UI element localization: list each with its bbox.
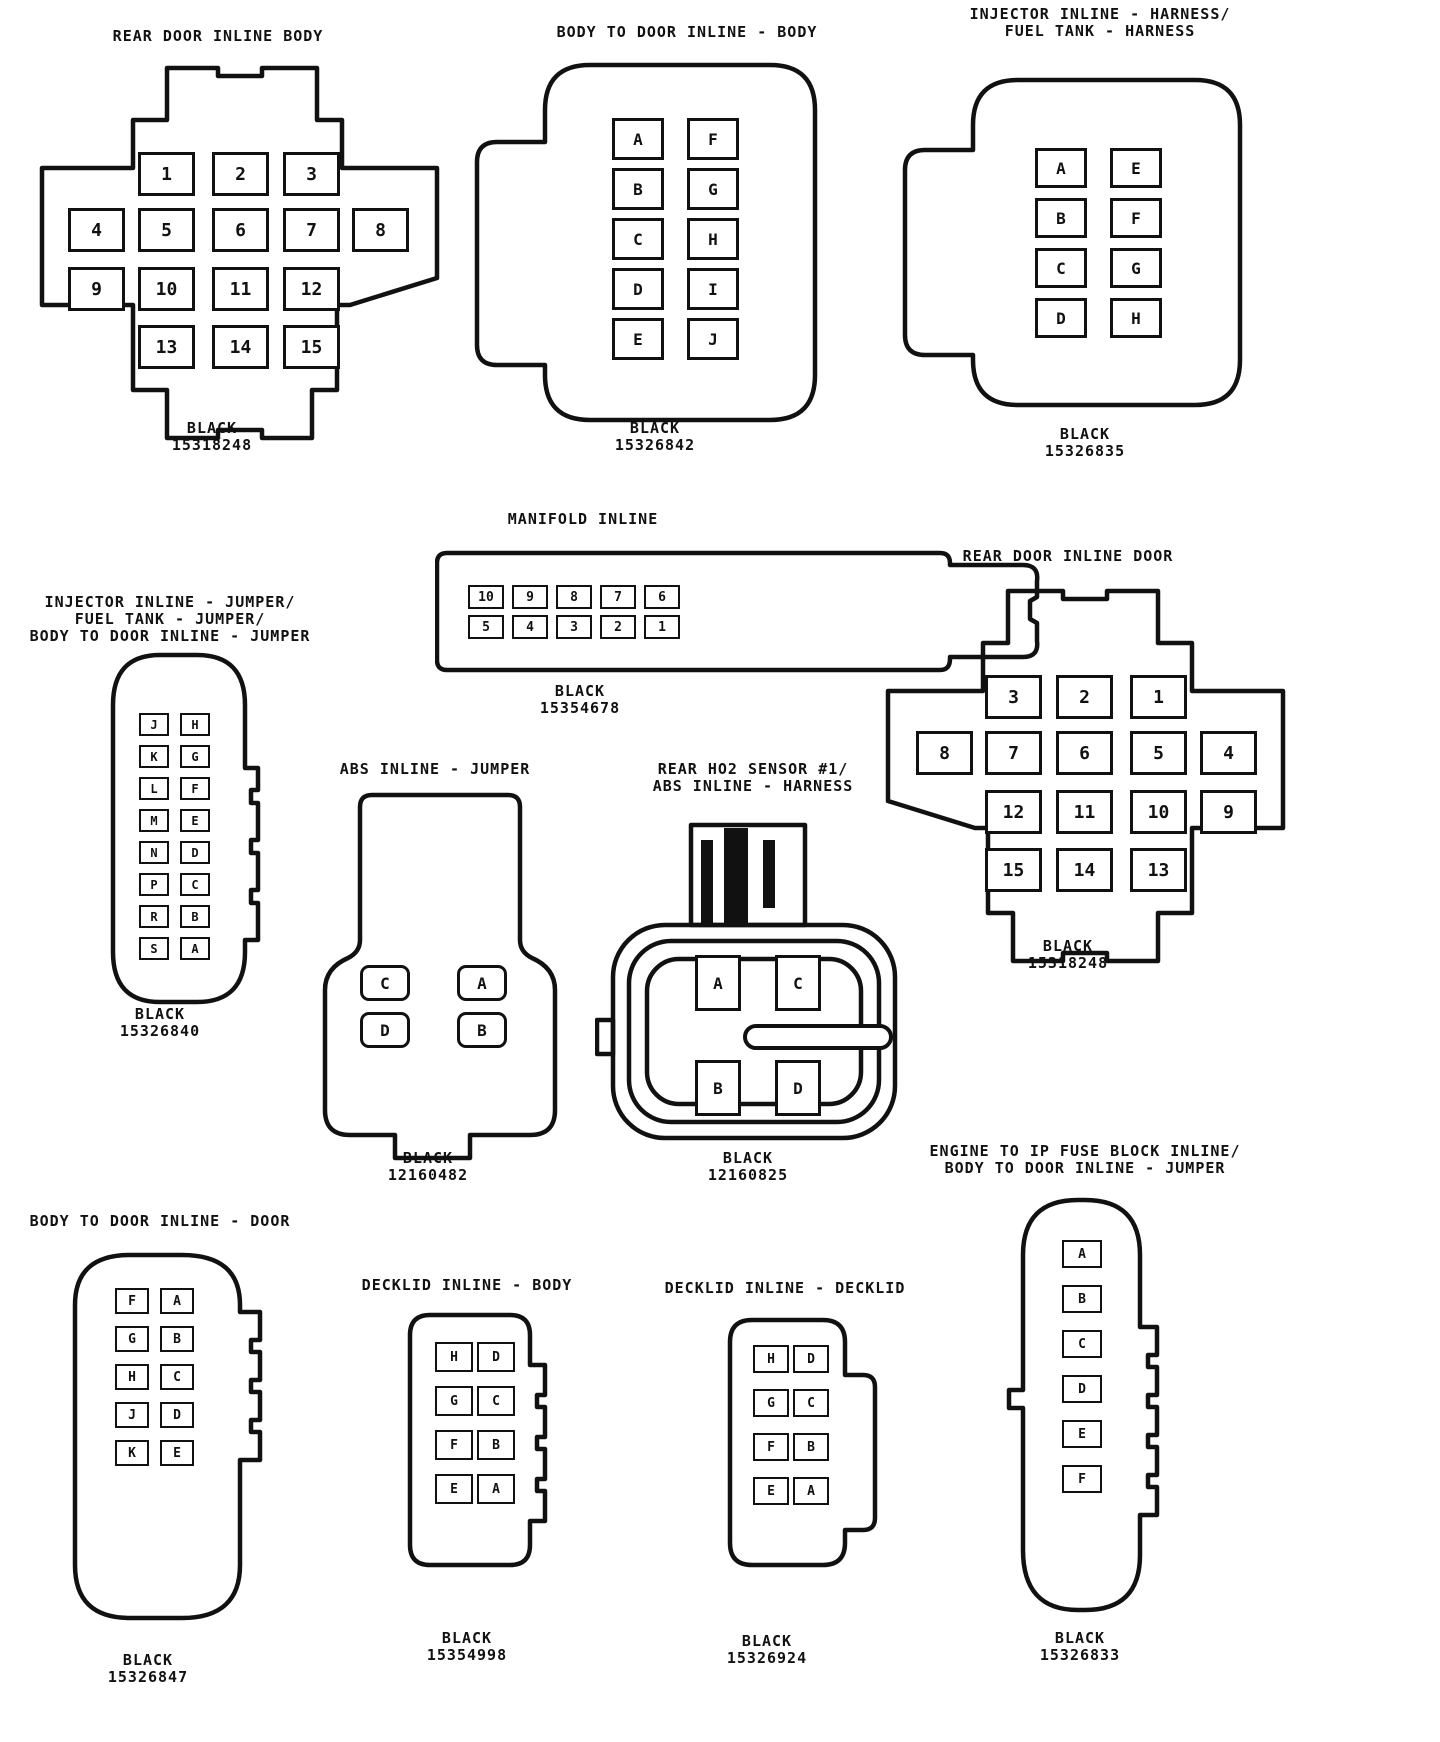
connector-color: BLACK	[122, 1651, 174, 1669]
pin-cavity: B	[695, 1060, 741, 1116]
pin-cavity: B	[1062, 1285, 1102, 1313]
pin-cavity: 14	[212, 325, 269, 369]
pin-cavity: 9	[68, 267, 125, 311]
pin-cavity: H	[115, 1364, 149, 1390]
connector-part-number: 15318248	[1027, 954, 1109, 972]
pin-cavity: B	[612, 168, 664, 210]
pin-cavity: J	[687, 318, 739, 360]
pin-cavity: F	[1062, 1465, 1102, 1493]
pin-cavity: B	[180, 905, 210, 928]
pin-cavity: F	[115, 1288, 149, 1314]
pin-cavity: F	[687, 118, 739, 160]
pin-cavity: D	[612, 268, 664, 310]
pin-cavity: A	[695, 955, 741, 1011]
pin-cavity: A	[793, 1477, 829, 1505]
pin-cavity: B	[477, 1430, 515, 1460]
pin-cavity: 13	[138, 325, 195, 369]
pin-cavity: G	[753, 1389, 789, 1417]
part-label	[980, 1630, 1180, 1664]
pin-cavity: D	[477, 1342, 515, 1372]
pin-cavity: 9	[1200, 790, 1257, 834]
pin-cavity: A	[1035, 148, 1087, 188]
pin-cavity: 2	[1056, 675, 1113, 719]
pin-cavity: 13	[1130, 848, 1187, 892]
pin-cavity: 3	[985, 675, 1042, 719]
pin-cavity: 11	[1056, 790, 1113, 834]
connector-part-number: 12160482	[387, 1166, 469, 1184]
pin-cavity: 8	[352, 208, 409, 252]
pin-cavity: 6	[644, 585, 680, 609]
pin-cavity: E	[435, 1474, 473, 1504]
pin-cavity: D	[360, 1012, 410, 1048]
pin-cavity: G	[1110, 248, 1162, 288]
pin-cavity: C	[612, 218, 664, 260]
pin-cavity: E	[1110, 148, 1162, 188]
connector-part-number: 15326840	[119, 1022, 201, 1040]
pin-cavity: 7	[283, 208, 340, 252]
pin-cavity: 6	[1056, 731, 1113, 775]
connector-color: BLACK	[629, 419, 681, 437]
pin-cavity: C	[477, 1386, 515, 1416]
pin-cavity: 1	[644, 615, 680, 639]
pin-cavity: E	[612, 318, 664, 360]
pin-cavity: 8	[916, 731, 973, 775]
pin-cavity: H	[1110, 298, 1162, 338]
pin-cavity: 2	[600, 615, 636, 639]
pin-cavity: A	[1062, 1240, 1102, 1268]
pin-cavity: I	[687, 268, 739, 310]
pin-cavity: 3	[556, 615, 592, 639]
pin-cavity: C	[775, 955, 821, 1011]
connector-title: BODY TO DOOR INLINE - DOOR	[29, 1212, 291, 1230]
connector-part-number: 15326833	[1039, 1646, 1121, 1664]
connector-title: INJECTOR INLINE - JUMPER/	[44, 593, 296, 611]
pin-cavity: M	[139, 809, 169, 832]
pin-cavity: 6	[212, 208, 269, 252]
connector-title: BODY TO DOOR INLINE - BODY	[556, 23, 818, 41]
connector-title: ABS INLINE - JUMPER	[339, 760, 531, 778]
pin-cavity: 9	[512, 585, 548, 609]
connector-color: BLACK	[1054, 1629, 1106, 1647]
pin-cavity: 4	[512, 615, 548, 639]
connector-part-number: 15354678	[539, 699, 621, 717]
pin-cavity: K	[115, 1440, 149, 1466]
pin-cavity: E	[180, 809, 210, 832]
pin-cavity: E	[1062, 1420, 1102, 1448]
pin-cavity: 10	[468, 585, 504, 609]
connector-title: MANIFOLD INLINE	[507, 510, 659, 528]
pin-cavity: D	[1062, 1375, 1102, 1403]
connector-title: REAR HO2 SENSOR #1/	[657, 760, 849, 778]
connector-title: REAR DOOR INLINE BODY	[112, 27, 324, 45]
connector-part-number: 15326847	[107, 1668, 189, 1686]
pin-cavity: H	[180, 713, 210, 736]
pin-cavity: G	[687, 168, 739, 210]
pin-cavity: F	[1110, 198, 1162, 238]
connector-title: REAR DOOR INLINE DOOR	[962, 547, 1174, 565]
connector-title: BODY TO DOOR INLINE - JUMPER	[944, 1159, 1226, 1177]
pin-cavity: 10	[138, 267, 195, 311]
pin-cavity: 12	[985, 790, 1042, 834]
pin-cavity: H	[753, 1345, 789, 1373]
pin-cavity: F	[753, 1433, 789, 1461]
pin-cavity: B	[1035, 198, 1087, 238]
connector-color: BLACK	[1042, 937, 1094, 955]
pin-cavity: N	[139, 841, 169, 864]
connector-part-number: 15354998	[426, 1646, 508, 1664]
connector-color: BLACK	[134, 1005, 186, 1023]
connector-title: INJECTOR INLINE - HARNESS/	[969, 5, 1231, 23]
pin-cavity: J	[139, 713, 169, 736]
connector-title: FUEL TANK - HARNESS	[1004, 22, 1196, 40]
pin-cavity: A	[160, 1288, 194, 1314]
pin-cavity: D	[793, 1345, 829, 1373]
connector-part-number: 15326924	[726, 1649, 808, 1667]
connector-color: BLACK	[402, 1149, 454, 1167]
connector-title: FUEL TANK - JUMPER/	[74, 610, 266, 628]
pin-cavity: 7	[600, 585, 636, 609]
pin-cavity: 2	[212, 152, 269, 196]
connector-part-number: 15326842	[614, 436, 696, 454]
connector-title: ABS INLINE - HARNESS	[652, 777, 854, 795]
pin-cavity: B	[793, 1433, 829, 1461]
pin-cavity: D	[775, 1060, 821, 1116]
pin-cavity: K	[139, 745, 169, 768]
pin-cavity: H	[435, 1342, 473, 1372]
pin-cavity: C	[160, 1364, 194, 1390]
connector-title: ENGINE TO IP FUSE BLOCK INLINE/	[929, 1142, 1241, 1160]
pin-cavity: 14	[1056, 848, 1113, 892]
pin-cavity: 3	[283, 152, 340, 196]
pin-cavity: 4	[68, 208, 125, 252]
pin-cavity: 8	[556, 585, 592, 609]
pin-cavity: S	[139, 937, 169, 960]
pin-cavity: 15	[985, 848, 1042, 892]
pin-cavity: A	[477, 1474, 515, 1504]
pin-cavity: 1	[138, 152, 195, 196]
pin-cavity: G	[115, 1326, 149, 1352]
pin-cavity: B	[457, 1012, 507, 1048]
connector-color: BLACK	[554, 682, 606, 700]
pin-cavity: 5	[468, 615, 504, 639]
pin-cavity: F	[180, 777, 210, 800]
pin-cavity: D	[1035, 298, 1087, 338]
pin-cavity: 15	[283, 325, 340, 369]
pin-cavity: A	[612, 118, 664, 160]
pin-cavity: E	[160, 1440, 194, 1466]
pin-cavity: G	[180, 745, 210, 768]
connector-part-number: 15318248	[171, 436, 253, 454]
pin-cavity: L	[139, 777, 169, 800]
connector-color: BLACK	[722, 1149, 774, 1167]
pin-cavity: 11	[212, 267, 269, 311]
pin-cavity: A	[457, 965, 507, 1001]
pin-cavity: 10	[1130, 790, 1187, 834]
pin-cavity: E	[753, 1477, 789, 1505]
connector-color: BLACK	[441, 1629, 493, 1647]
pin-cavity: 1	[1130, 675, 1187, 719]
connector-title: BODY TO DOOR INLINE - JUMPER	[29, 627, 311, 645]
pin-cavity: C	[1062, 1330, 1102, 1358]
connector-title: DECKLID INLINE - BODY	[361, 1276, 573, 1294]
connector-title: DECKLID INLINE - DECKLID	[664, 1279, 906, 1297]
pin-cavity: C	[180, 873, 210, 896]
connector-part-number: 15326835	[1044, 442, 1126, 460]
pin-cavity: F	[435, 1430, 473, 1460]
pin-cavity: R	[139, 905, 169, 928]
connector-part-number: 12160825	[707, 1166, 789, 1184]
pin-cavity: 12	[283, 267, 340, 311]
pin-cavity: 7	[985, 731, 1042, 775]
pin-cavity: A	[180, 937, 210, 960]
pin-cavity: 5	[138, 208, 195, 252]
pin-cavity: G	[435, 1386, 473, 1416]
connector-color: BLACK	[186, 419, 238, 437]
pin-cavity: D	[180, 841, 210, 864]
pin-cavity: 4	[1200, 731, 1257, 775]
pin-cavity: C	[1035, 248, 1087, 288]
pin-cavity: D	[160, 1402, 194, 1428]
pin-cavity: C	[793, 1389, 829, 1417]
connector-color: BLACK	[741, 1632, 793, 1650]
pin-cavity: B	[160, 1326, 194, 1352]
pin-cavity: 5	[1130, 731, 1187, 775]
connector-color: BLACK	[1059, 425, 1111, 443]
pin-cavity: J	[115, 1402, 149, 1428]
pin-cavity: C	[360, 965, 410, 1001]
pin-cavity: P	[139, 873, 169, 896]
pin-cavity: H	[687, 218, 739, 260]
